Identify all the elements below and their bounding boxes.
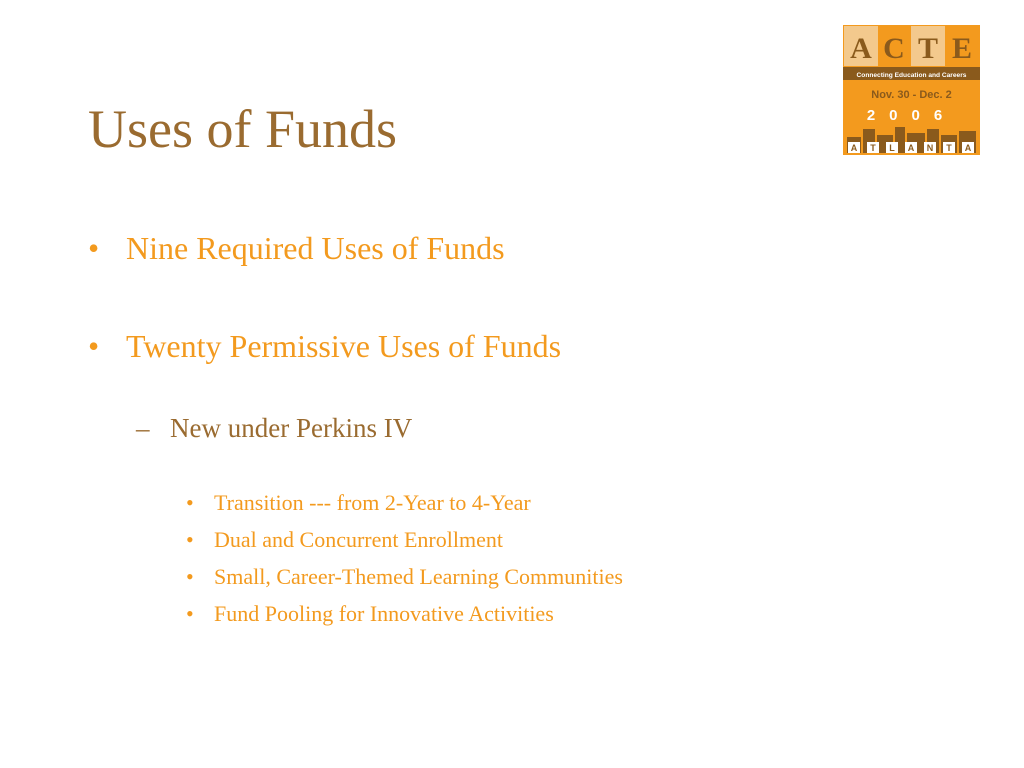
sub-sub-bullet-item [186,595,623,632]
sub-sub-bullet-item [186,521,623,558]
sub-bullet-item [136,408,623,448]
acte-logo [843,25,980,155]
bullet-item [88,226,623,270]
logo-tagline: Connecting Education and Careers [856,72,967,79]
logo-letter-a: A [850,32,872,65]
sub-sub-bullet-list [186,484,623,632]
logo-city-letter-2: T [870,143,876,153]
logo-city-letter-7: A [964,143,972,153]
bullet-mark: • [186,564,194,589]
logo-city-letter-1: A [850,143,858,153]
bullet-mark: • [186,527,194,552]
bullet-mark: • [88,230,100,266]
bullet-item [88,324,623,368]
sub-sub-bullet-text: Dual and Concurrent Enrollment [214,527,503,552]
logo-city-letter-5: N [926,143,934,153]
bullet-mark: • [88,328,100,364]
logo-city-letter-3: L [889,143,895,153]
logo-city-letter-6: T [946,143,952,153]
sub-sub-bullet-text: Transition --- from 2-Year to 4-Year [214,490,531,515]
sub-sub-bullet-item [186,484,623,521]
dash-mark: – [136,413,150,443]
logo-year: 2006 [866,107,957,124]
bullet-text: Nine Required Uses of Funds [126,230,505,266]
bullet-mark: • [186,601,194,626]
sub-sub-bullet-item [186,558,623,595]
sub-sub-bullet-text: Small, Career-Themed Learning Communities [214,564,623,589]
bullet-text: Twenty Permissive Uses of Funds [126,328,562,364]
logo-letter-c: C [883,32,905,65]
logo-letter-t: T [917,32,939,65]
bullet-list [88,226,623,632]
logo-city-letter-4: A [907,143,915,153]
bullet-mark: • [186,490,194,515]
slide-title: Uses of Funds [88,99,398,159]
sub-sub-bullet-text: Fund Pooling for Innovative Activities [214,601,554,626]
sub-bullet-text: New under Perkins IV [170,413,413,443]
logo-dates: Nov. 30 - Dec. 2 [871,89,952,101]
logo-letter-e: E [951,32,973,65]
